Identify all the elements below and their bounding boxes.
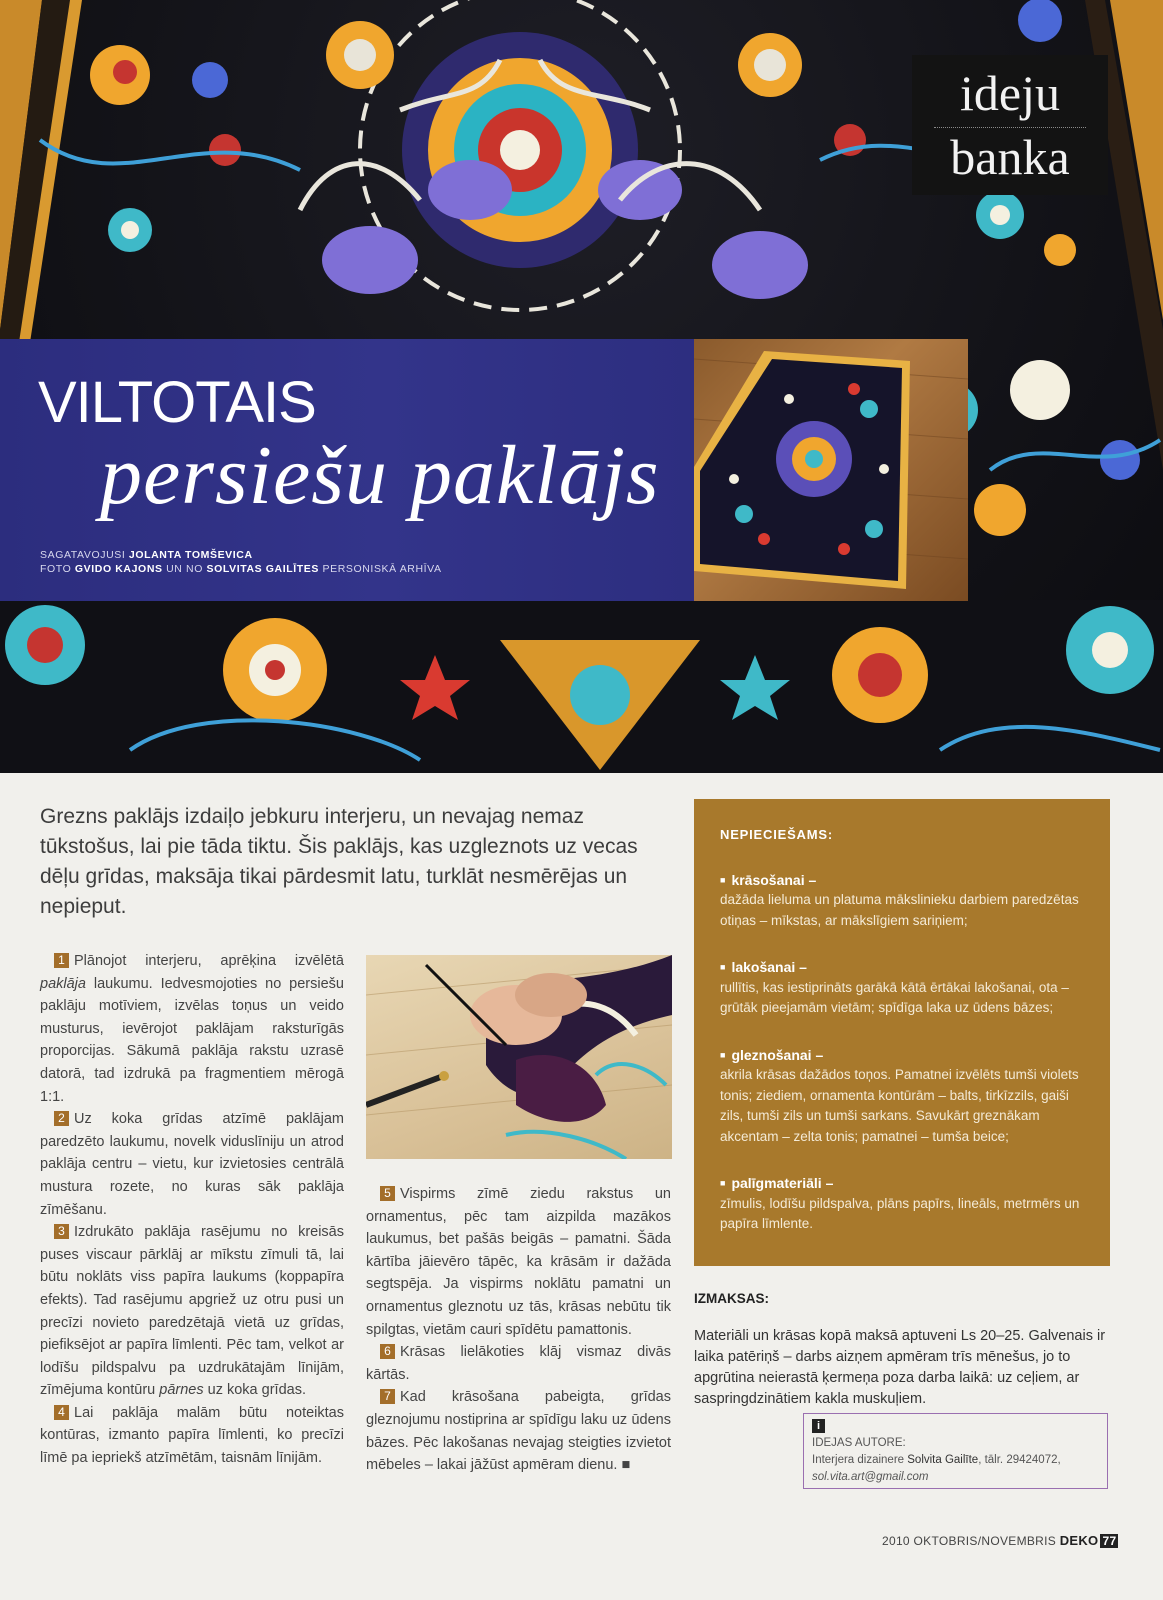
step-2: [40, 1108, 344, 1221]
materials-heading: NEPIECIEŠAMS:: [720, 827, 833, 842]
step-3: [40, 1221, 344, 1402]
intro-paragraph: Grezns paklājs izdaiļo jebkuru interjeru, un nevajag nemaz tūkstošus, lai pie tāda tiktu. Šis paklājs, kas uzgleznots uz vecas dēļu grīdas, maksāja tikai pārdesmit latu, turklāt nesmērējas un nepieput.: [40, 805, 638, 918]
series-tag: [912, 55, 1108, 195]
credit-author-name: JOLANTA TOMŠEVICA: [128, 549, 253, 561]
photo-credit: [40, 563, 442, 575]
step-number: 2: [54, 1111, 69, 1126]
issue-date: 2010 OKTOBRIS/NOVEMBRIS: [882, 1534, 1060, 1548]
step-emphasis: pārnes: [159, 1382, 204, 1399]
step-4: [40, 1402, 344, 1470]
painting-process-graphic: [366, 955, 672, 1159]
photographer-name: GVIDO KAJONS: [74, 563, 163, 575]
step-number: 3: [54, 1224, 69, 1239]
materials-category: ■ gleznošanai –: [720, 1045, 1084, 1066]
credit-prefix: SAGATAVOJUSI: [40, 549, 129, 561]
photo-credit-suffix: PERSONISKĀ ARHĪVA: [318, 563, 442, 575]
info-icon: i: [812, 1419, 825, 1433]
step-number: 7: [380, 1389, 395, 1404]
page-number: 77: [1102, 1534, 1117, 1548]
step-text: Kad krāsošana pabeigta, grīdas gleznojumu nostiprina ar spīdīgu laku uz ūdens bāzes. Pēc lakošanas nevajag steigties izvietot mēbeles – lakai jāžūst apmēram dienu. ■: [366, 1389, 671, 1474]
author-email-text: sol.vita.art@gmail.com: [812, 1471, 929, 1483]
magazine-name: DEKO: [1059, 1533, 1099, 1548]
article-title-line2: persiešu paklājs: [100, 429, 660, 522]
author-line: [812, 1452, 1099, 1469]
materials-text: akrila krāsas dažādos toņos. Pamatnei izvēlēts tumši violets tonis; ziediem, ornamenta kontūrām – balts, tirkīzzils, gaiši zils, tumši zils un tumši sarkans. Savukārt greznākam akcentam – zelta tonis; pamatnei – tumša beice;: [720, 1067, 1079, 1144]
step-text: uz koka grīdas.: [203, 1382, 306, 1399]
text-column-1: [40, 950, 344, 1470]
step-5: [366, 1183, 671, 1341]
page-footer: [882, 1533, 1118, 1548]
materials-text: dažāda lieluma un platuma mākslinieku darbiem paredzētas otiņas – mīkstas, ar mākslīgiem sariņiem;: [720, 892, 1079, 928]
article-title-line1: VILTOTAIS: [38, 370, 316, 435]
step-number: 6: [380, 1344, 395, 1359]
text-column-2: [366, 1183, 671, 1477]
photo-credit-mid: UN NO: [162, 563, 207, 575]
step-text: Plānojot interjeru, aprēķina izvēlētā: [74, 953, 344, 969]
step-number: 4: [54, 1405, 69, 1420]
costs-text: Materiāli un krāsas kopā maksā aptuveni Ls 20–25. Galvenais ir laika patēriņš – darbs aizņem apmēram trīs mēnešus, jo to apgrūtina neierastā ķermeņa poza darba laikā: uz ceļiem, ar saspringdzinātiem kakla muskuļiem.: [694, 1328, 1106, 1407]
step-text: laukumu. Iedvesmojoties no persiešu paklāju motīviem, izvēlas toņus un veido musturus, ievērojot paklājam raksturīgās proporcijas. Sākumā paklāja rakstu uzrasē datorā, tad izdrukā pa fragmentiem mērogā 1:1.: [40, 975, 344, 1105]
step-number: 1: [54, 953, 69, 968]
photo-credit-prefix: FOTO: [40, 563, 75, 575]
carpet-overview-graphic: [694, 339, 968, 601]
series-tag-line2: banka: [950, 129, 1070, 185]
carpet-overview-photo: [694, 339, 968, 601]
costs-section: [694, 1288, 1106, 1410]
materials-category: ■ palīgmateriāli –: [720, 1173, 1084, 1194]
materials-category: ■ lakošanai –: [720, 957, 1084, 978]
costs-heading: IZMAKSAS:: [694, 1291, 769, 1306]
step-number: 5: [380, 1186, 395, 1201]
painting-process-photo: [366, 955, 672, 1159]
archive-owner-name: SOLVITAS GAILĪTES: [206, 563, 319, 575]
materials-sidebar: [694, 799, 1110, 1266]
step-text: Lai paklāja malām būtu noteiktas kontūras, izmanto papīra līmlenti, ko precīzi līmē pa iepriekš atzīmētām, taisnām līnijām.: [40, 1404, 344, 1467]
author-info-box: [803, 1413, 1108, 1489]
series-tag-line1: ideju: [960, 65, 1060, 121]
step-emphasis: paklāja: [40, 975, 86, 992]
materials-category: ■ krāsošanai –: [720, 870, 1084, 891]
step-1: [40, 950, 344, 1108]
author-phone: , tālr. 29424072,: [978, 1454, 1061, 1466]
series-tag-divider: [934, 127, 1086, 128]
materials-text: zīmulis, lodīšu pildspalva, plāns papīrs, lineāls, metrmērs un papīra līmlente.: [720, 1195, 1080, 1231]
author-role: Interjera dizainere: [812, 1454, 908, 1466]
author-name: Solvita Gailīte: [907, 1454, 979, 1466]
step-6: [366, 1341, 671, 1386]
author-email[interactable]: [812, 1469, 1099, 1486]
author-credit: [40, 549, 253, 561]
step-text: Izdrukāto paklāja rasējumu no kreisās puses viscaur pārklāj ar mīkstu zīmuli tā, lai būtu noklāts viss papīra laukums (koppapīra efekts). Tad rasējumu apgriež uz otru pusi un precīzi novieto paredzētajā vietā uz grīdas, piefiksējot ar papīra līmlenti. Pēc tam, velkot ar lodīšu pildspalvu pa uzdrukātajām līnijām, zīmējuma kontūru: [40, 1224, 344, 1399]
step-text: Uz koka grīdas atzīmē paklājam paredzēto laukumu, novelk viduslīniju un atrod paklāja centru – vietu, kur izvietosies centrālā mustura rozete, no kuras sāk paklāja zīmēšanu.: [40, 1111, 344, 1218]
author-heading: IDEJAS AUTORE:: [812, 1437, 906, 1449]
materials-text: rullītis, kas iestiprināts garākā kātā ērtākai lakošanai, ota – grūtāk pieejamām vietām; spīdīga laka uz ūdens bāzes;: [720, 979, 1069, 1015]
step-7: [366, 1386, 671, 1476]
title-panel: [0, 339, 694, 601]
step-text: Vispirms zīmē ziedu rakstus un ornamentus, pēc tam aizpilda mazākos laukumus, bet pašās beigās – pamatni. Šāda kārtība jāievēro tāpēc, ka krāsām ir dažāda segtspēja. Ja vispirms noklātu pamatni un ornamentus gleznotu uz tās, krāsas nebūtu tik spilgtas, vietām cauri spīdētu pamattonis.: [366, 1186, 671, 1338]
step-text: Krāsas lielākoties klāj vismaz divās kārtās.: [366, 1344, 671, 1383]
hero-carpet-photo: [0, 0, 1163, 773]
